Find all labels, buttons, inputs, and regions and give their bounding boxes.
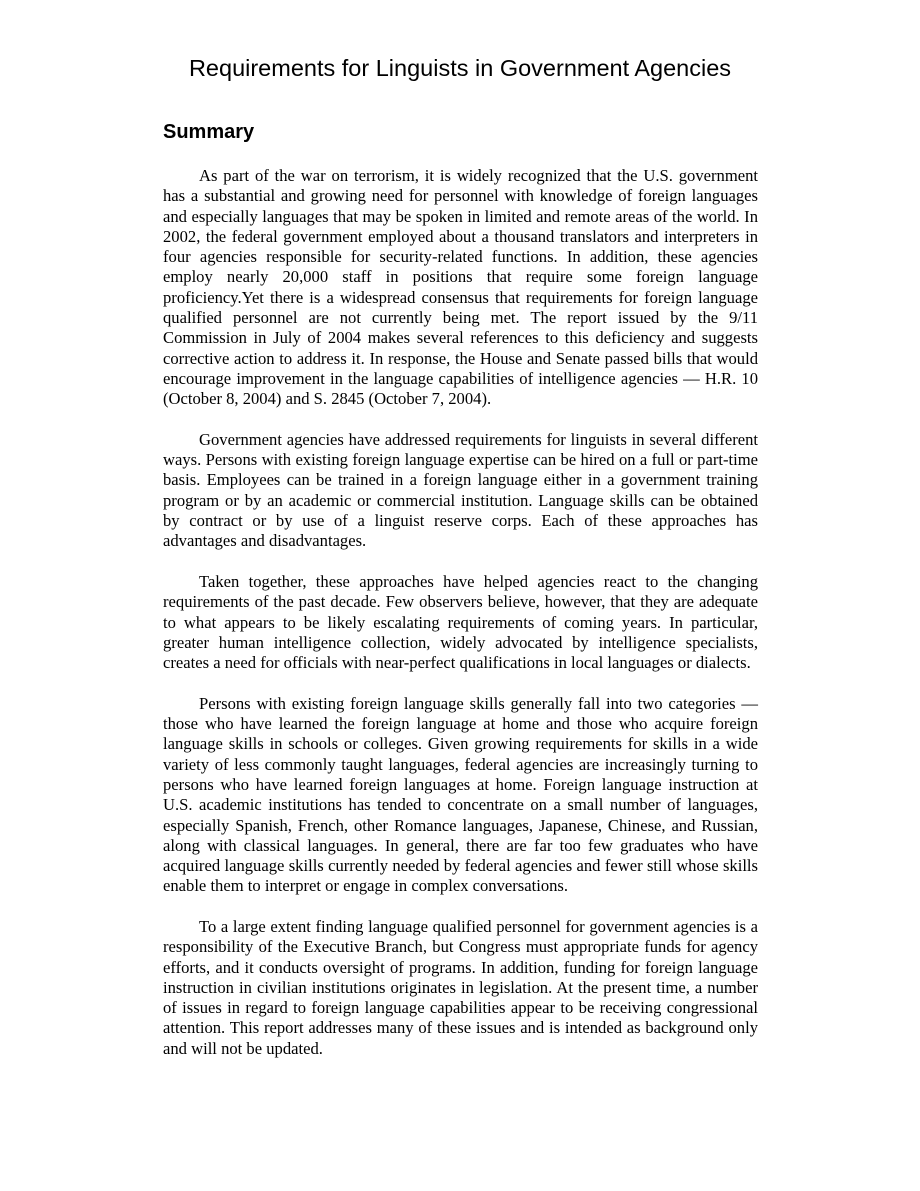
paragraph-3: Taken together, these approaches have helped agencies react to the changing requirements of the past decade. Few observers believe, however, that they are adequate to what appears to be likely escalating requirements of coming years. In particular, greater human intelligence collection, widely advocated by intelligence specialists, creates a need for officials with near-perfect qualifications in local languages or dialects. xyxy=(163,571,758,673)
paragraph-2: Government agencies have addressed requirements for linguists in several different ways. Persons with existing foreign language expertise can be hired on a full or part-time basis. Employees can be trained in a foreign language either in a government training program or by an academic or commercial institution. Language skills can be obtained by contract or by use of a linguist reserve corps. Each of these approaches has advantages and disadvantages. xyxy=(163,429,758,551)
paragraph-5: To a large extent finding language qualified personnel for government agencies is a responsibility of the Executive Branch, but Congress must appropriate funds for agency efforts, and it conducts oversight of programs. In addition, funding for foreign language instruction in civilian institutions originates in legislation. At the present time, a number of issues in regard to foreign language capabilities appear to be receiving congressional attention. This report addresses many of these issues and is intended as background only and will not be updated. xyxy=(163,916,758,1058)
paragraph-1: As part of the war on terrorism, it is widely recognized that the U.S. government has a substantial and growing need for personnel with knowledge of foreign languages and especially languages that may be spoken in limited and remote areas of the world. In 2002, the federal government employed about a thousand translators and interpreters in four agencies responsible for security-related functions. In addition, these agencies employ nearly 20,000 staff in positions that require some foreign language proficiency.Yet there is a widespread consensus that requirements for foreign language qualified personnel are not currently being met. The report issued by the 9/11 Commission in July of 2004 makes several references to this deficiency and suggests corrective action to address it. In response, the House and Senate passed bills that would encourage improvement in the language capabilities of intelligence agencies — H.R. 10 (October 8, 2004) and S. 2845 (October 7, 2004). xyxy=(163,166,758,409)
document-title: Requirements for Linguists in Government Agencies xyxy=(188,55,732,81)
summary-body xyxy=(163,166,758,1079)
paragraph-4: Persons with existing foreign language skills generally fall into two categories — those who have learned the foreign language at home and those who acquire foreign language skills in schools or colleges. Given growing requirements for skills in a wide variety of less commonly taught languages, federal agencies are increasingly turning to persons who have learned foreign languages at home. Foreign language instruction at U.S. academic institutions has tended to concentrate on a small number of languages, especially Spanish, French, other Romance languages, Japanese, Chinese, and Russian, along with classical languages. In general, there are far too few graduates who have acquired language skills currently needed by federal agencies and fewer still whose skills enable them to interpret or engage in complex conversations. xyxy=(163,693,758,896)
section-heading-summary: Summary xyxy=(163,121,255,143)
